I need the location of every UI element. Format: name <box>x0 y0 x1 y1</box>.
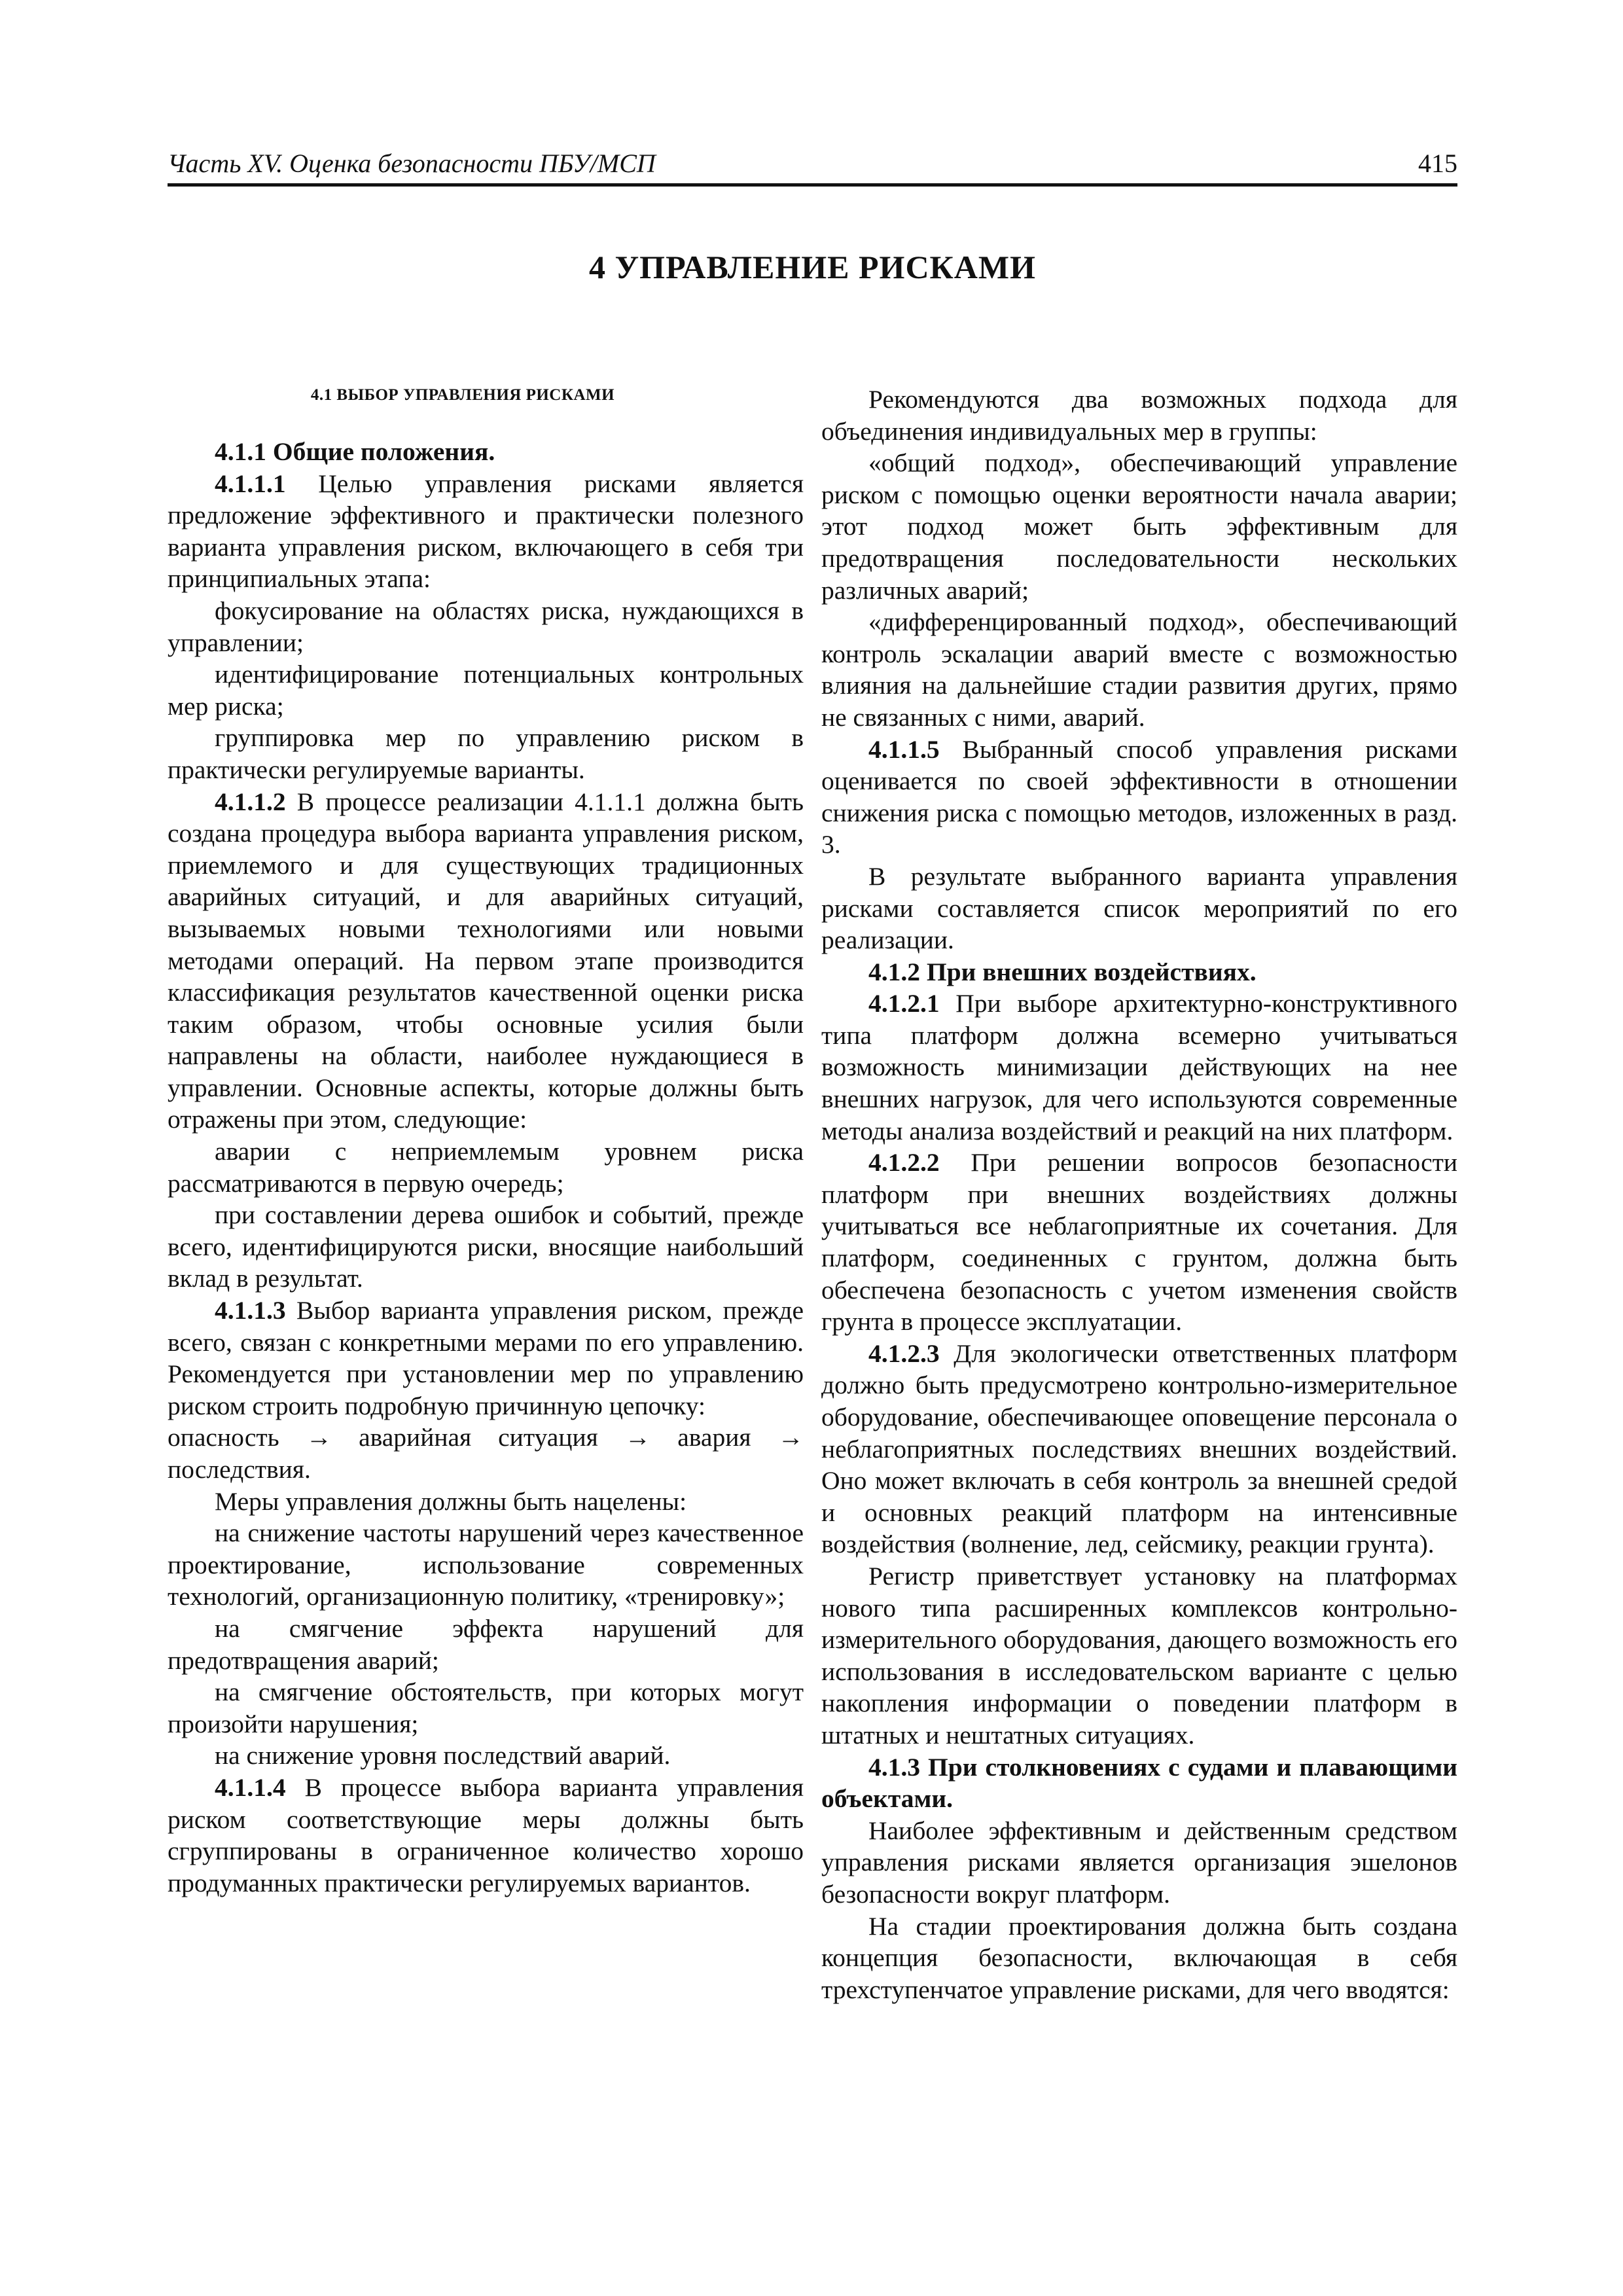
list-item: на снижение частоты нарушений через качественное проектирование, использование современных технологий, организационную политику, «тренировку»; <box>168 1518 804 1611</box>
paragraph-4-1-2-3: 4.1.2.3 Для экологически ответственных платформ должно быть предусмотрено контрольно-измерительное оборудование, обеспечивающее оповещение персонала о неблагоприятных последствиях внешних воздействий. Оно может включать в себя контроль за внешней средой и основных реакций платформ на интенсивные воздействия (волнение, лед, сейсмику, реакции грунта). <box>821 1338 1457 1559</box>
measures-intro: Меры управления должны быть нацелены: <box>215 1486 687 1516</box>
clause-number: 4.1.2.2 <box>868 1148 940 1177</box>
effective-means-paragraph: Наиболее эффективным и действенным средством управления рисками является организация эшелонов безопасности вокруг платформ. <box>821 1816 1457 1909</box>
design-stage-paragraph: На стадии проектирования должна быть создана концепция безопасности, включающая в себя трехступенчатое управление рисками, для чего вводятся: <box>821 1911 1457 2004</box>
paragraph-4-1-2-2: 4.1.2.2 При решении вопросов безопасности платформ при внешних воздействиях должны учитываться все неблагоприятные их сочетания. Для платформ, соединенных с грунтом, должна быть обеспечена безопасность с учетом изменения свойств грунта в процессе эксплуатации. <box>821 1148 1457 1336</box>
clause-number: 4.1.1.3 <box>215 1296 286 1325</box>
list-item: «дифференцированный подход», обеспечивающий контроль эскалации аварий вместе с возможностью влияния на дальнейшие стадии развития других, прямо не связанных с ними, аварий. <box>821 607 1457 732</box>
paragraph-4-1-2-1: 4.1.2.1 При выборе архитектурно-конструктивного типа платформ должна всемерно учитываться возможность минимизации действующих на нее внешних нагрузок, для чего используются современные методы анализа воздействий и реакций на них платформ. <box>821 989 1457 1145</box>
right-column <box>821 384 1457 2005</box>
list-item: аварии с неприемлемым уровнем риска рассматриваются в первую очередь; <box>168 1137 804 1198</box>
list-item: при составлении дерева ошибок и событий, прежде всего, идентифицируются риски, вносящие наибольший вклад в результат. <box>168 1200 804 1293</box>
list-item: группировка мер по управлению риском в практически регулируемые варианты. <box>168 723 804 784</box>
causal-chain: опасность → аварийная ситуация → авария → последствия. <box>168 1423 804 1484</box>
paragraph-4-1-1-2: 4.1.1.2 В процессе реализации 4.1.1.1 должна быть создана процедура выбора варианта управления риском, приемлемого и для существующих традиционных аварийных ситуаций, и для аварийных ситуаций, вызываемых новыми технологиями или новыми методами операций. На первом этапе производится классификация результатов качественной оценки риска таким образом, чтобы основные усилия были направлены на области, наиболее нуждающиеся в управлении. Основные аспекты, которые должны быть отражены при этом, следующие: <box>168 787 804 1134</box>
paragraph-4-1-1-5: 4.1.1.5 Выбранный способ управления рисками оценивается по своей эффективности в отношении снижения риска с помощью методов, изложенных в разд. 3. <box>821 734 1457 859</box>
section-heading-4-1: 4.1 ВЫБОР УПРАВЛЕНИЯ РИСКАМИ <box>310 386 615 404</box>
clause-number: 4.1.1.1 <box>215 469 286 498</box>
list-item: на смягчение эффекта нарушений для предотвращения аварий; <box>168 1613 804 1675</box>
list-item: на снижение уровня последствий аварий. <box>215 1741 671 1770</box>
clause-number: 4.1.1.2 <box>215 787 286 816</box>
subsection-heading-4-1-3: 4.1.3 При столкновениях с судами и плавающими объектами. <box>821 1752 1457 1814</box>
result-paragraph: В результате выбранного варианта управления рисками составляется список мероприятий по его реализации. <box>821 861 1457 955</box>
left-column <box>168 384 804 1899</box>
clause-number: 4.1.1.5 <box>868 734 940 764</box>
clause-number: 4.1.2.3 <box>868 1338 940 1368</box>
page-number: 415 <box>1418 149 1457 178</box>
clause-number: 4.1.2.1 <box>868 989 940 1018</box>
paragraph-4-1-1-1: 4.1.1.1 Целью управления рисками является предложение эффективного и практически полезного варианта управления риском, включающего в себя три принципиальных этапа: <box>168 469 804 594</box>
running-title: Часть XV. Оценка безопасности ПБУ/МСП <box>168 149 656 178</box>
list-item: «общий подход», обеспечивающий управление риском с помощью оценки вероятности начала аварии; этот подход может быть эффективным для предотвращения последовательности нескольких различных аварий; <box>821 448 1457 605</box>
list-item: идентифицирование потенциальных контрольных мер риска; <box>168 660 804 721</box>
chapter-title: 4 УПРАВЛЕНИЕ РИСКАМИ <box>588 249 1036 285</box>
clause-number: 4.1.1.4 <box>215 1772 286 1802</box>
list-item: фокусирование на областях риска, нуждающихся в управлении; <box>168 596 804 657</box>
list-item: на смягчение обстоятельств, при которых могут произойти нарушения; <box>168 1677 804 1738</box>
approaches-intro: Рекомендуются два возможных подхода для объединения индивидуальных мер в группы: <box>821 385 1457 446</box>
registry-paragraph: Регистр приветствует установку на платформах нового типа расширенных комплексов контрольно-измерительного оборудования, дающего возможность его использования в исследовательском варианте с целью накопления информации о поведении платформ в штатных и нештатных ситуациях. <box>821 1561 1457 1749</box>
subsection-heading-4-1-1: 4.1.1 Общие положения. <box>215 437 495 466</box>
running-header <box>168 139 1457 187</box>
paragraph-4-1-1-4: 4.1.1.4 В процессе выбора варианта управления риском соответствующие меры должны быть сгруппированы в ограниченное количество хорошо продуманных практически регулируемых вариантов. <box>168 1772 804 1897</box>
paragraph-4-1-1-3: 4.1.1.3 Выбор варианта управления риском, прежде всего, связан с конкретными мерами по его управлению. Рекомендуется при установлении мер по управлению риском строить подробную причинную цепочку: <box>168 1296 804 1420</box>
subsection-heading-4-1-2: 4.1.2 При внешних воздействиях. <box>868 957 1257 986</box>
